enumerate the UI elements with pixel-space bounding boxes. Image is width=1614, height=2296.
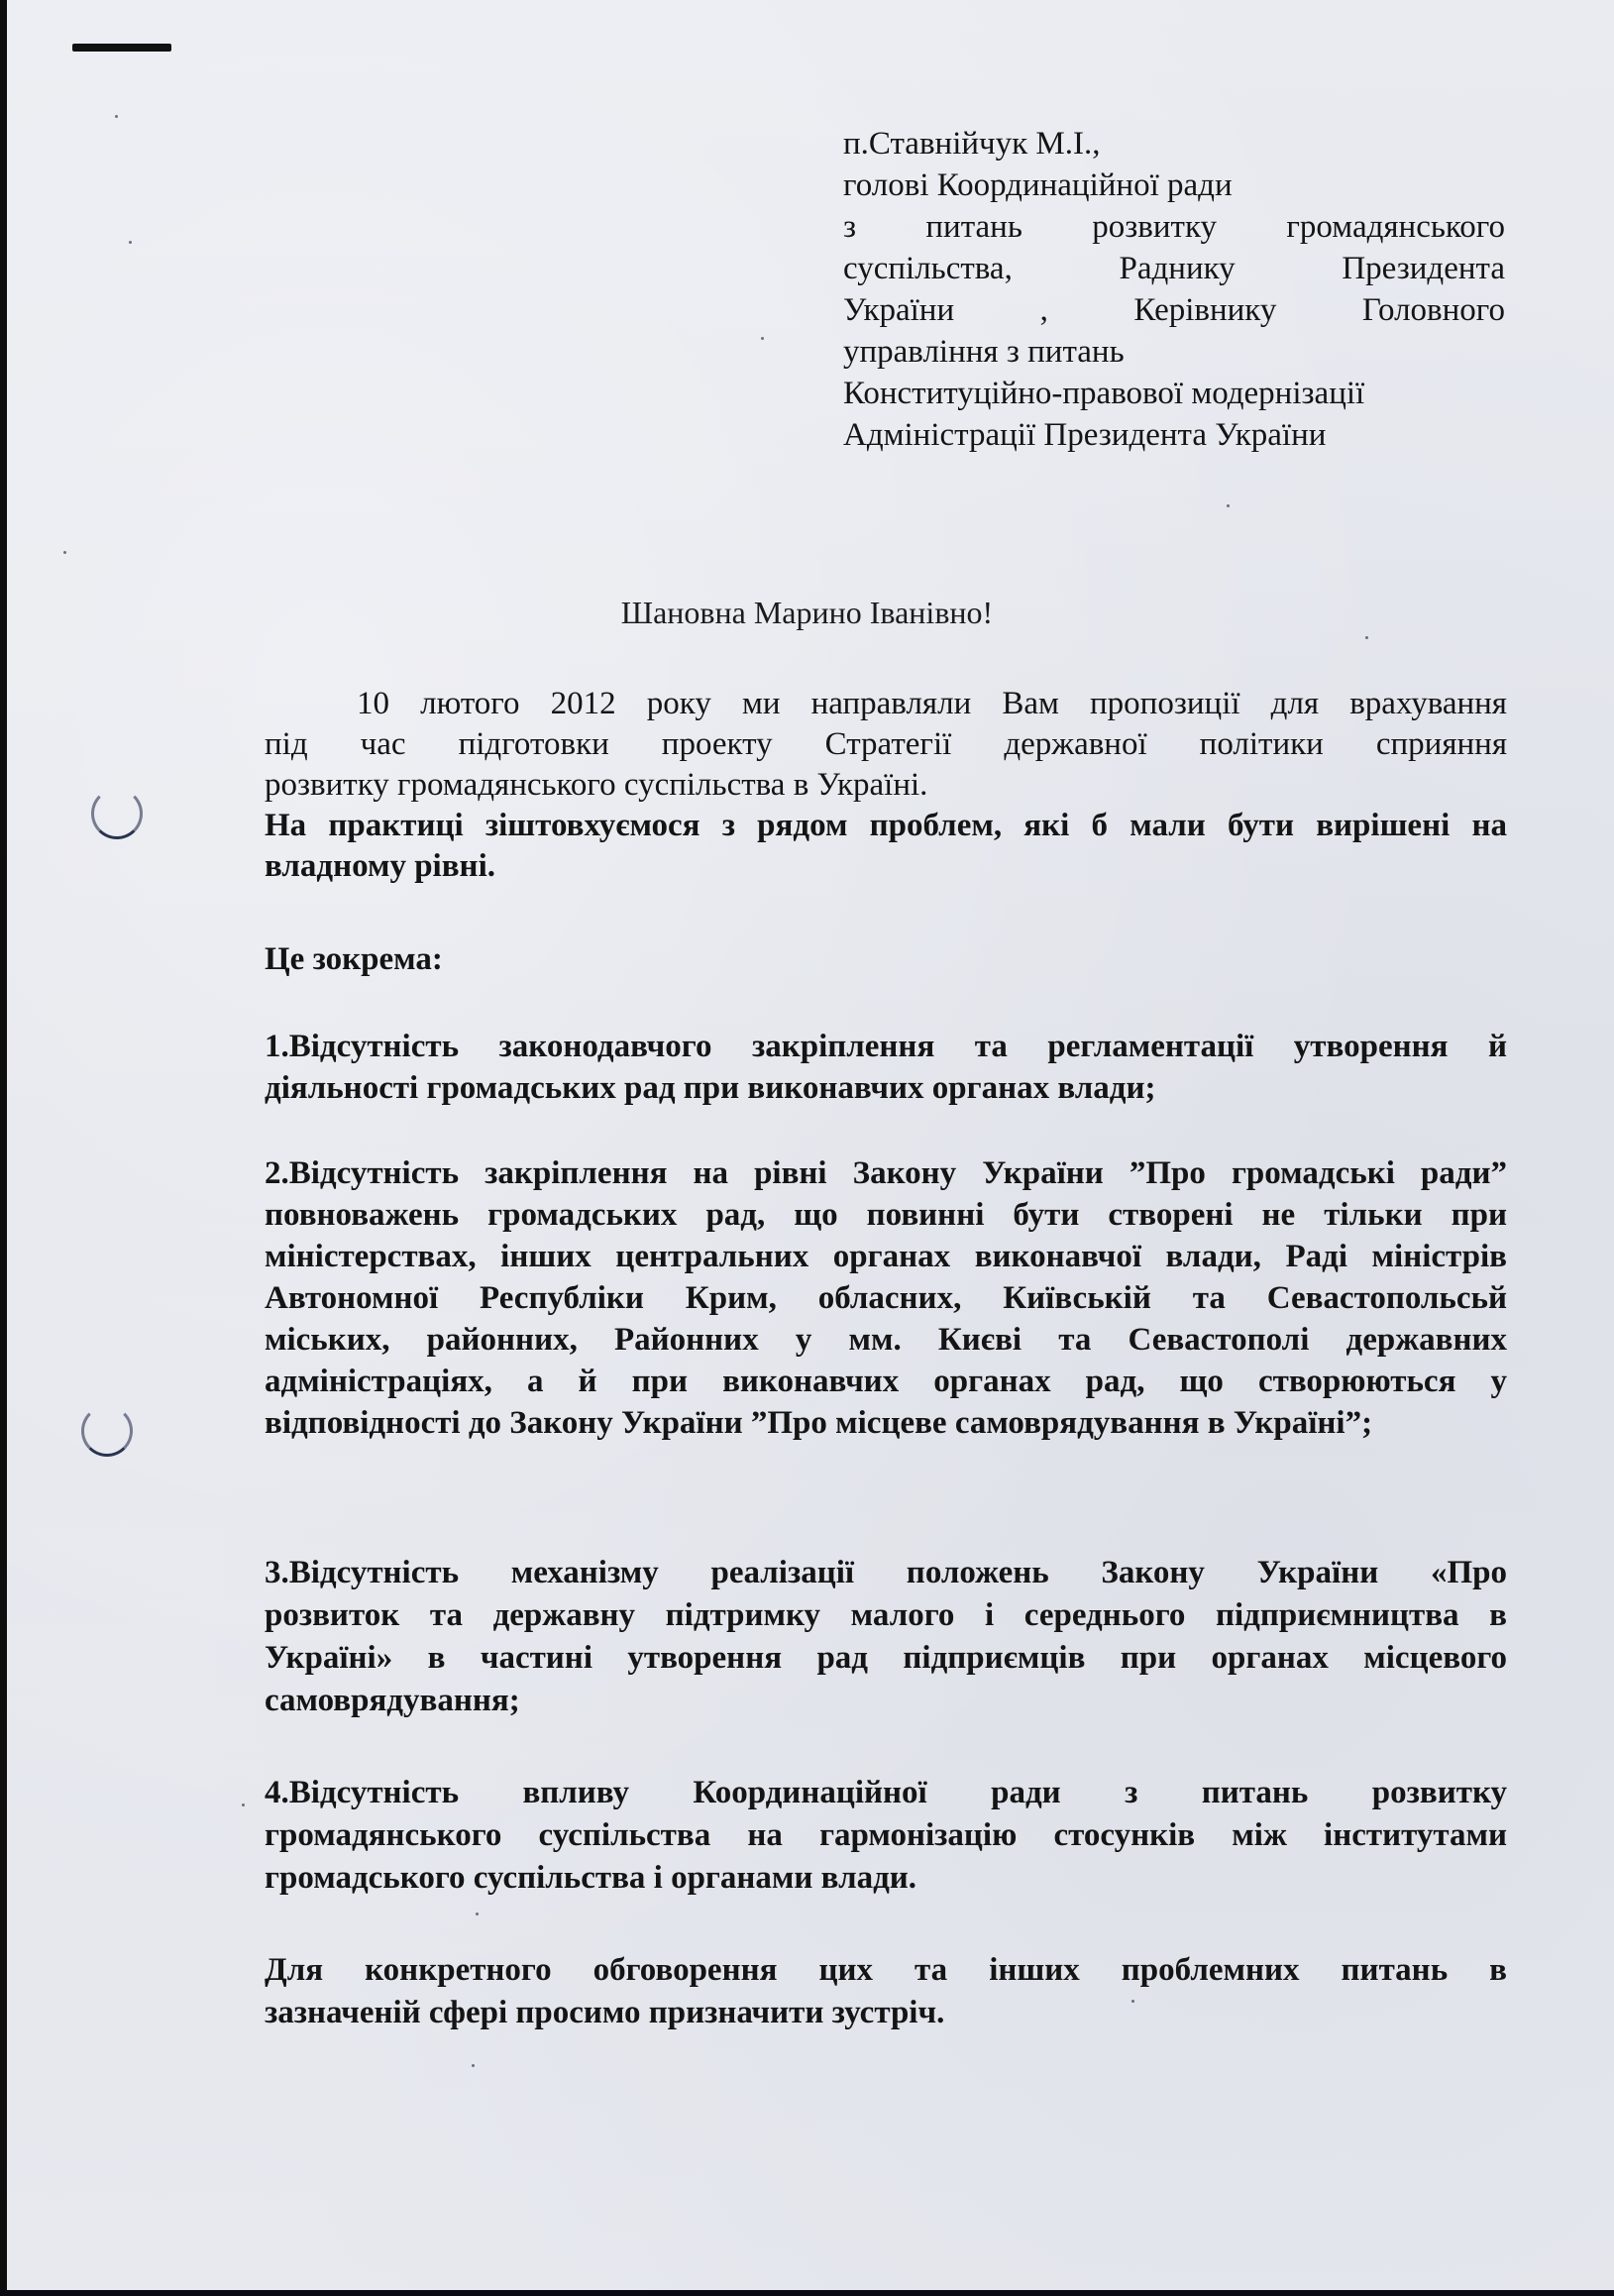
salutation: Шановна Марино Іванівно! [620, 595, 994, 630]
paragraph-line: 10 лютого 2012 року ми направляли Вам пропозиції для врахування [357, 686, 1507, 721]
paragraph-line: розвитку громадянського суспільства в Україні. [265, 767, 928, 803]
list-item-line: діяльності громадських рад при виконавчих органах влади; [265, 1070, 1156, 1106]
scan-speck [761, 337, 764, 340]
header-dash-mark [72, 44, 171, 52]
list-item-line: громадського суспільства і органами влади. [265, 1860, 917, 1896]
scan-speck [242, 1804, 245, 1806]
scan-left-edge [0, 0, 7, 2296]
list-item-line: адміністраціях, а й при виконавчих органах рад, що створюються у [265, 1364, 1507, 1399]
list-item-line: повноважень громадських рад, що повинні бути створені не тільки при [265, 1197, 1507, 1233]
addressee-line: п.Ставнійчук М.І., [843, 126, 1101, 162]
list-item-line: відповідності до Закону України ”Про місцеве самоврядування в Україні”; [265, 1405, 1373, 1441]
addressee-line: України , Керівнику Головного [843, 292, 1505, 328]
scan-speck [1365, 636, 1368, 639]
list-heading: Це зокрема: [265, 941, 443, 977]
addressee-line: управління з питань [843, 334, 1125, 370]
list-item-line: 3.Відсутність механізму реалізації положень Закону України «Про [265, 1555, 1507, 1590]
list-item-line: 4.Відсутність впливу Координаційної ради з питань розвитку [265, 1775, 1507, 1810]
scan-speck [1227, 504, 1230, 507]
paragraph-line: владному рівні. [265, 848, 495, 884]
list-item-line: Автономної Республіки Крим, обласних, Київській та Севастопольсьй [265, 1280, 1507, 1316]
list-item-line: міністерствах, інших центральних органах виконавчої влади, Раді міністрів [265, 1239, 1507, 1274]
paragraph-line: під час підготовки проекту Стратегії державної політики сприяння [265, 726, 1507, 762]
scan-speck [129, 241, 132, 244]
paragraph-line: зазначеній сфері просимо призначити зустріч. [265, 1995, 945, 2030]
addressee-line: Конституційно-правової модернізації [843, 376, 1365, 411]
paragraph-line: Для конкретного обговорення цих та інших проблемних питань в [265, 1952, 1507, 1988]
list-item-line: самоврядування; [265, 1683, 520, 1718]
list-item-line: 1.Відсутність законодавчого закріплення та регламентації утворення й [265, 1029, 1507, 1064]
scan-speck [476, 1913, 479, 1915]
list-item-line: Україні» в частині утворення рад підприємців при органах місцевого [265, 1640, 1507, 1676]
list-item-line: громадянського суспільства на гармонізацію стосунків між інститутами [265, 1817, 1507, 1853]
punch-hole-mark [91, 788, 143, 839]
scan-speck [63, 551, 66, 554]
paragraph-line: На практиці зіштовхуємося з рядом проблем, які б мали бути вирішені на [265, 808, 1507, 843]
list-item-line: 2.Відсутність закріплення на рівні Закону України ”Про громадські ради” [265, 1155, 1507, 1191]
punch-hole-mark [81, 1405, 133, 1457]
scan-speck [115, 115, 118, 118]
scan-speck [472, 2064, 475, 2067]
scan-bottom-edge [0, 2290, 1614, 2296]
addressee-line: Адміністрації Президента України [843, 417, 1327, 453]
addressee-line: голові Координаційної ради [843, 167, 1233, 203]
list-item-line: розвиток та державну підтримку малого і середнього підприємництва в [265, 1597, 1507, 1633]
addressee-line: суспільства, Раднику Президента [843, 251, 1505, 286]
addressee-line: з питань розвитку громадянського [843, 209, 1505, 245]
list-item-line: міських, районних, Районних у мм. Києві та Севастополі державних [265, 1322, 1507, 1358]
